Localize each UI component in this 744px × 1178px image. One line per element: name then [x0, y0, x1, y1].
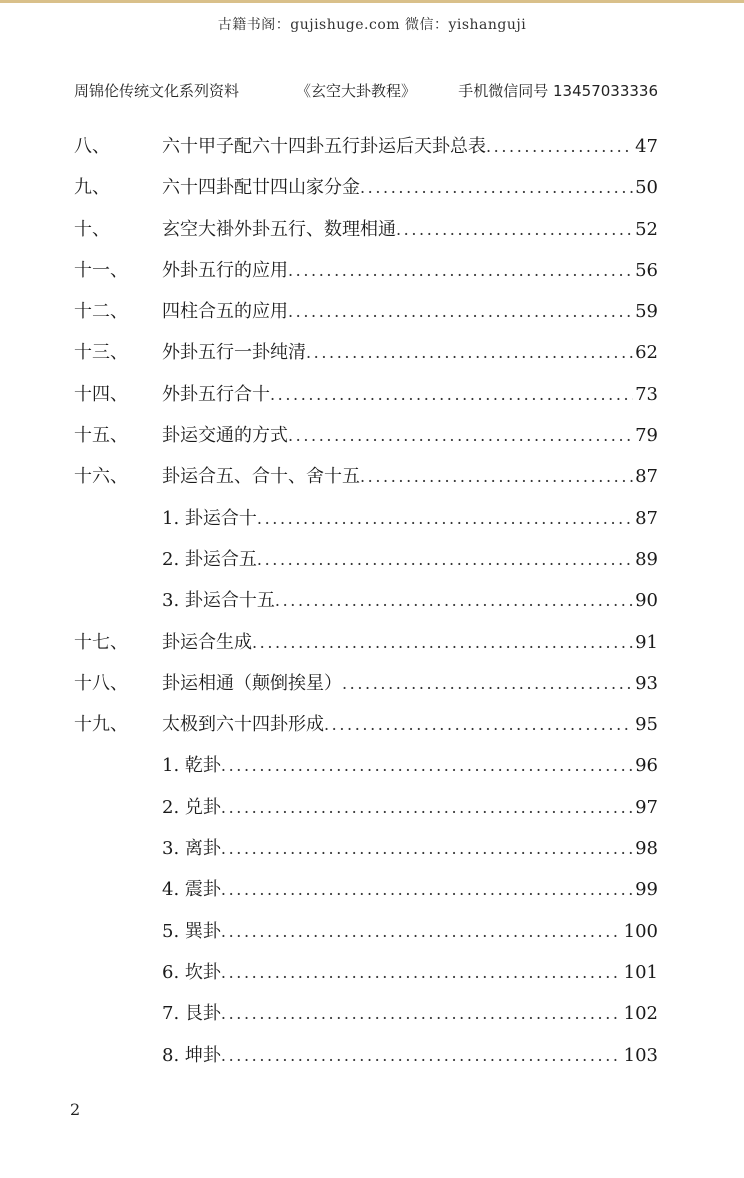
toc-entry-page: 50: [635, 177, 658, 199]
toc-entry-page: 102: [623, 1003, 658, 1025]
dot-leader: [221, 745, 633, 786]
toc-entry-page: 97: [635, 796, 658, 818]
toc-entry-page: 56: [635, 259, 658, 281]
toc-entry-line: [162, 167, 658, 208]
toc-entry-line: [162, 332, 658, 373]
toc-entry-line: [162, 250, 658, 291]
toc-entry-title: 玄空大褂外卦五行、数理相通: [162, 218, 396, 240]
toc-entry: [74, 952, 658, 993]
toc-entry-line: [162, 911, 658, 952]
toc-entry-page: 98: [635, 838, 658, 860]
toc-entry-title: 卦运交通的方式: [162, 425, 288, 447]
toc-entry-page: 100: [623, 920, 658, 942]
toc-entry-page: 87: [635, 466, 658, 488]
toc-entry-line: [162, 787, 658, 828]
toc-entry-line: [162, 993, 658, 1034]
toc-entry-title: 卦运合五、合十、舍十五: [162, 466, 360, 488]
toc-entry-line: [162, 456, 658, 497]
toc-entry-title: 外卦五行的应用: [162, 259, 288, 281]
toc-entry-number: 十九、: [74, 714, 128, 736]
toc-entry-title: 外卦五行合十: [162, 383, 270, 405]
dot-leader: [288, 415, 633, 456]
toc-entry: [74, 745, 658, 786]
top-border: [0, 0, 744, 3]
toc-entry-page: 59: [635, 301, 658, 323]
toc-entry-page: 99: [635, 879, 658, 901]
toc-entry-line: [162, 415, 658, 456]
toc-entry: [74, 539, 658, 580]
toc-entry-title: 3. 卦运合十五: [162, 590, 275, 612]
dot-leader: [486, 126, 633, 167]
toc-entry: [74, 374, 658, 415]
toc-entry-number: 十二、: [74, 301, 128, 323]
dot-leader: [221, 1035, 622, 1076]
toc-entry-title: 四柱合五的应用: [162, 301, 288, 323]
dot-leader: [288, 291, 633, 332]
dot-leader: [221, 787, 633, 828]
toc-entry-page: 95: [635, 714, 658, 736]
toc-entry-line: [162, 126, 658, 167]
toc-entry-line: [162, 869, 658, 910]
toc-entry-title: 6. 坎卦: [162, 961, 221, 983]
toc-entry-line: [162, 498, 658, 539]
toc-entry-line: [162, 1035, 658, 1076]
toc-entry-title: 1. 乾卦: [162, 755, 221, 777]
toc-entry: [74, 167, 658, 208]
toc-entry: [74, 869, 658, 910]
toc-entry: [74, 663, 658, 704]
toc-entry-page: 96: [635, 755, 658, 777]
dot-leader: [342, 663, 633, 704]
toc-entry-page: 91: [635, 631, 658, 653]
toc-entry-page: 90: [635, 590, 658, 612]
toc-entry-line: [162, 539, 658, 580]
toc-entry-number: 十一、: [74, 259, 128, 281]
toc-entry-line: [162, 374, 658, 415]
toc-entry-page: 52: [635, 218, 658, 240]
toc-entry-title: 2. 兑卦: [162, 796, 221, 818]
toc-entry-title: 太极到六十四卦形成: [162, 714, 324, 736]
dot-leader: [324, 704, 633, 745]
toc-entry-number: 十五、: [74, 425, 128, 447]
dot-leader: [257, 539, 633, 580]
toc-entry-number: 十七、: [74, 631, 128, 653]
toc-entry-title: 5. 巽卦: [162, 920, 221, 942]
dot-leader: [396, 209, 633, 250]
header-book-title: 《玄空大卦教程》: [296, 82, 417, 100]
toc-entry-page: 87: [635, 507, 658, 529]
toc-entry: [74, 415, 658, 456]
toc-entry-title: 2. 卦运合五: [162, 548, 257, 570]
page-number: 2: [70, 1100, 81, 1119]
toc-entry-page: 79: [635, 425, 658, 447]
toc-entry-line: [162, 622, 658, 663]
toc-entry-number: 十四、: [74, 383, 128, 405]
toc-entry: [74, 332, 658, 373]
toc-entry-title: 1. 卦运合十: [162, 507, 257, 529]
toc-entry-line: [162, 663, 658, 704]
toc-entry-page: 73: [635, 383, 658, 405]
toc-entry-title: 六十甲子配六十四卦五行卦运后天卦总表: [162, 136, 486, 157]
toc-entry-line: [162, 828, 658, 869]
toc-entry: [74, 828, 658, 869]
toc-entry-title: 3. 离卦: [162, 838, 221, 860]
dot-leader: [288, 250, 633, 291]
toc-entry-page: 103: [623, 1044, 658, 1066]
toc-entry-line: [162, 704, 658, 745]
toc-entry-line: [162, 291, 658, 332]
toc-entry-line: [162, 745, 658, 786]
toc-entry: [74, 498, 658, 539]
toc-entry: [74, 250, 658, 291]
toc-entry-title: 8. 坤卦: [162, 1044, 221, 1066]
toc-entry: [74, 704, 658, 745]
toc-entry-number: 九、: [74, 177, 110, 199]
toc-entry-number: 十六、: [74, 466, 128, 488]
toc-entry: [74, 209, 658, 250]
toc-entry-page: 93: [635, 672, 658, 694]
dot-leader: [221, 952, 622, 993]
dot-leader: [252, 622, 633, 663]
toc-entry-title: 7. 艮卦: [162, 1003, 221, 1025]
dot-leader: [270, 374, 633, 415]
toc-entry: [74, 580, 658, 621]
dot-leader: [275, 580, 633, 621]
running-header: [74, 80, 658, 102]
toc-entry-page: 47: [635, 136, 658, 157]
dot-leader: [221, 911, 622, 952]
header-contact: 手机微信同号 13457033336: [458, 82, 658, 100]
dot-leader: [257, 498, 633, 539]
toc-entry-title: 外卦五行一卦纯清: [162, 342, 306, 364]
dot-leader: [221, 828, 633, 869]
toc-entry-title: 4. 震卦: [162, 879, 221, 901]
dot-leader: [360, 456, 633, 497]
dot-leader: [306, 332, 633, 373]
toc-entry-title: 六十四卦配廿四山家分金: [162, 177, 360, 199]
dot-leader: [221, 993, 622, 1034]
toc-entry-line: [162, 952, 658, 993]
toc-entry: [74, 787, 658, 828]
toc-entry-line: [162, 580, 658, 621]
toc-entry-page: 89: [635, 548, 658, 570]
header-series-title: 周锦伦传统文化系列资料: [74, 82, 240, 100]
toc-entry-number: 八、: [74, 136, 110, 157]
dot-leader: [221, 869, 633, 910]
table-of-contents: [74, 126, 658, 1076]
toc-entry-line: [162, 209, 658, 250]
toc-entry: [74, 993, 658, 1034]
toc-entry-title: 卦运相通（颠倒挨星）: [162, 672, 342, 694]
toc-entry-title: 卦运合生成: [162, 631, 252, 653]
dot-leader: [360, 167, 633, 208]
toc-entry-number: 十、: [74, 218, 110, 240]
toc-entry-number: 十三、: [74, 342, 128, 364]
toc-entry: [74, 622, 658, 663]
toc-entry: [74, 291, 658, 332]
toc-entry: [74, 1035, 658, 1076]
toc-entry-number: 十八、: [74, 672, 128, 694]
toc-entry-page: 101: [623, 961, 658, 983]
toc-entry: [74, 456, 658, 497]
watermark-text: 古籍书阁：gujishuge.com 微信：yishanguji: [217, 17, 527, 33]
toc-entry: [74, 126, 658, 167]
toc-entry: [74, 911, 658, 952]
toc-entry-page: 62: [635, 342, 658, 364]
